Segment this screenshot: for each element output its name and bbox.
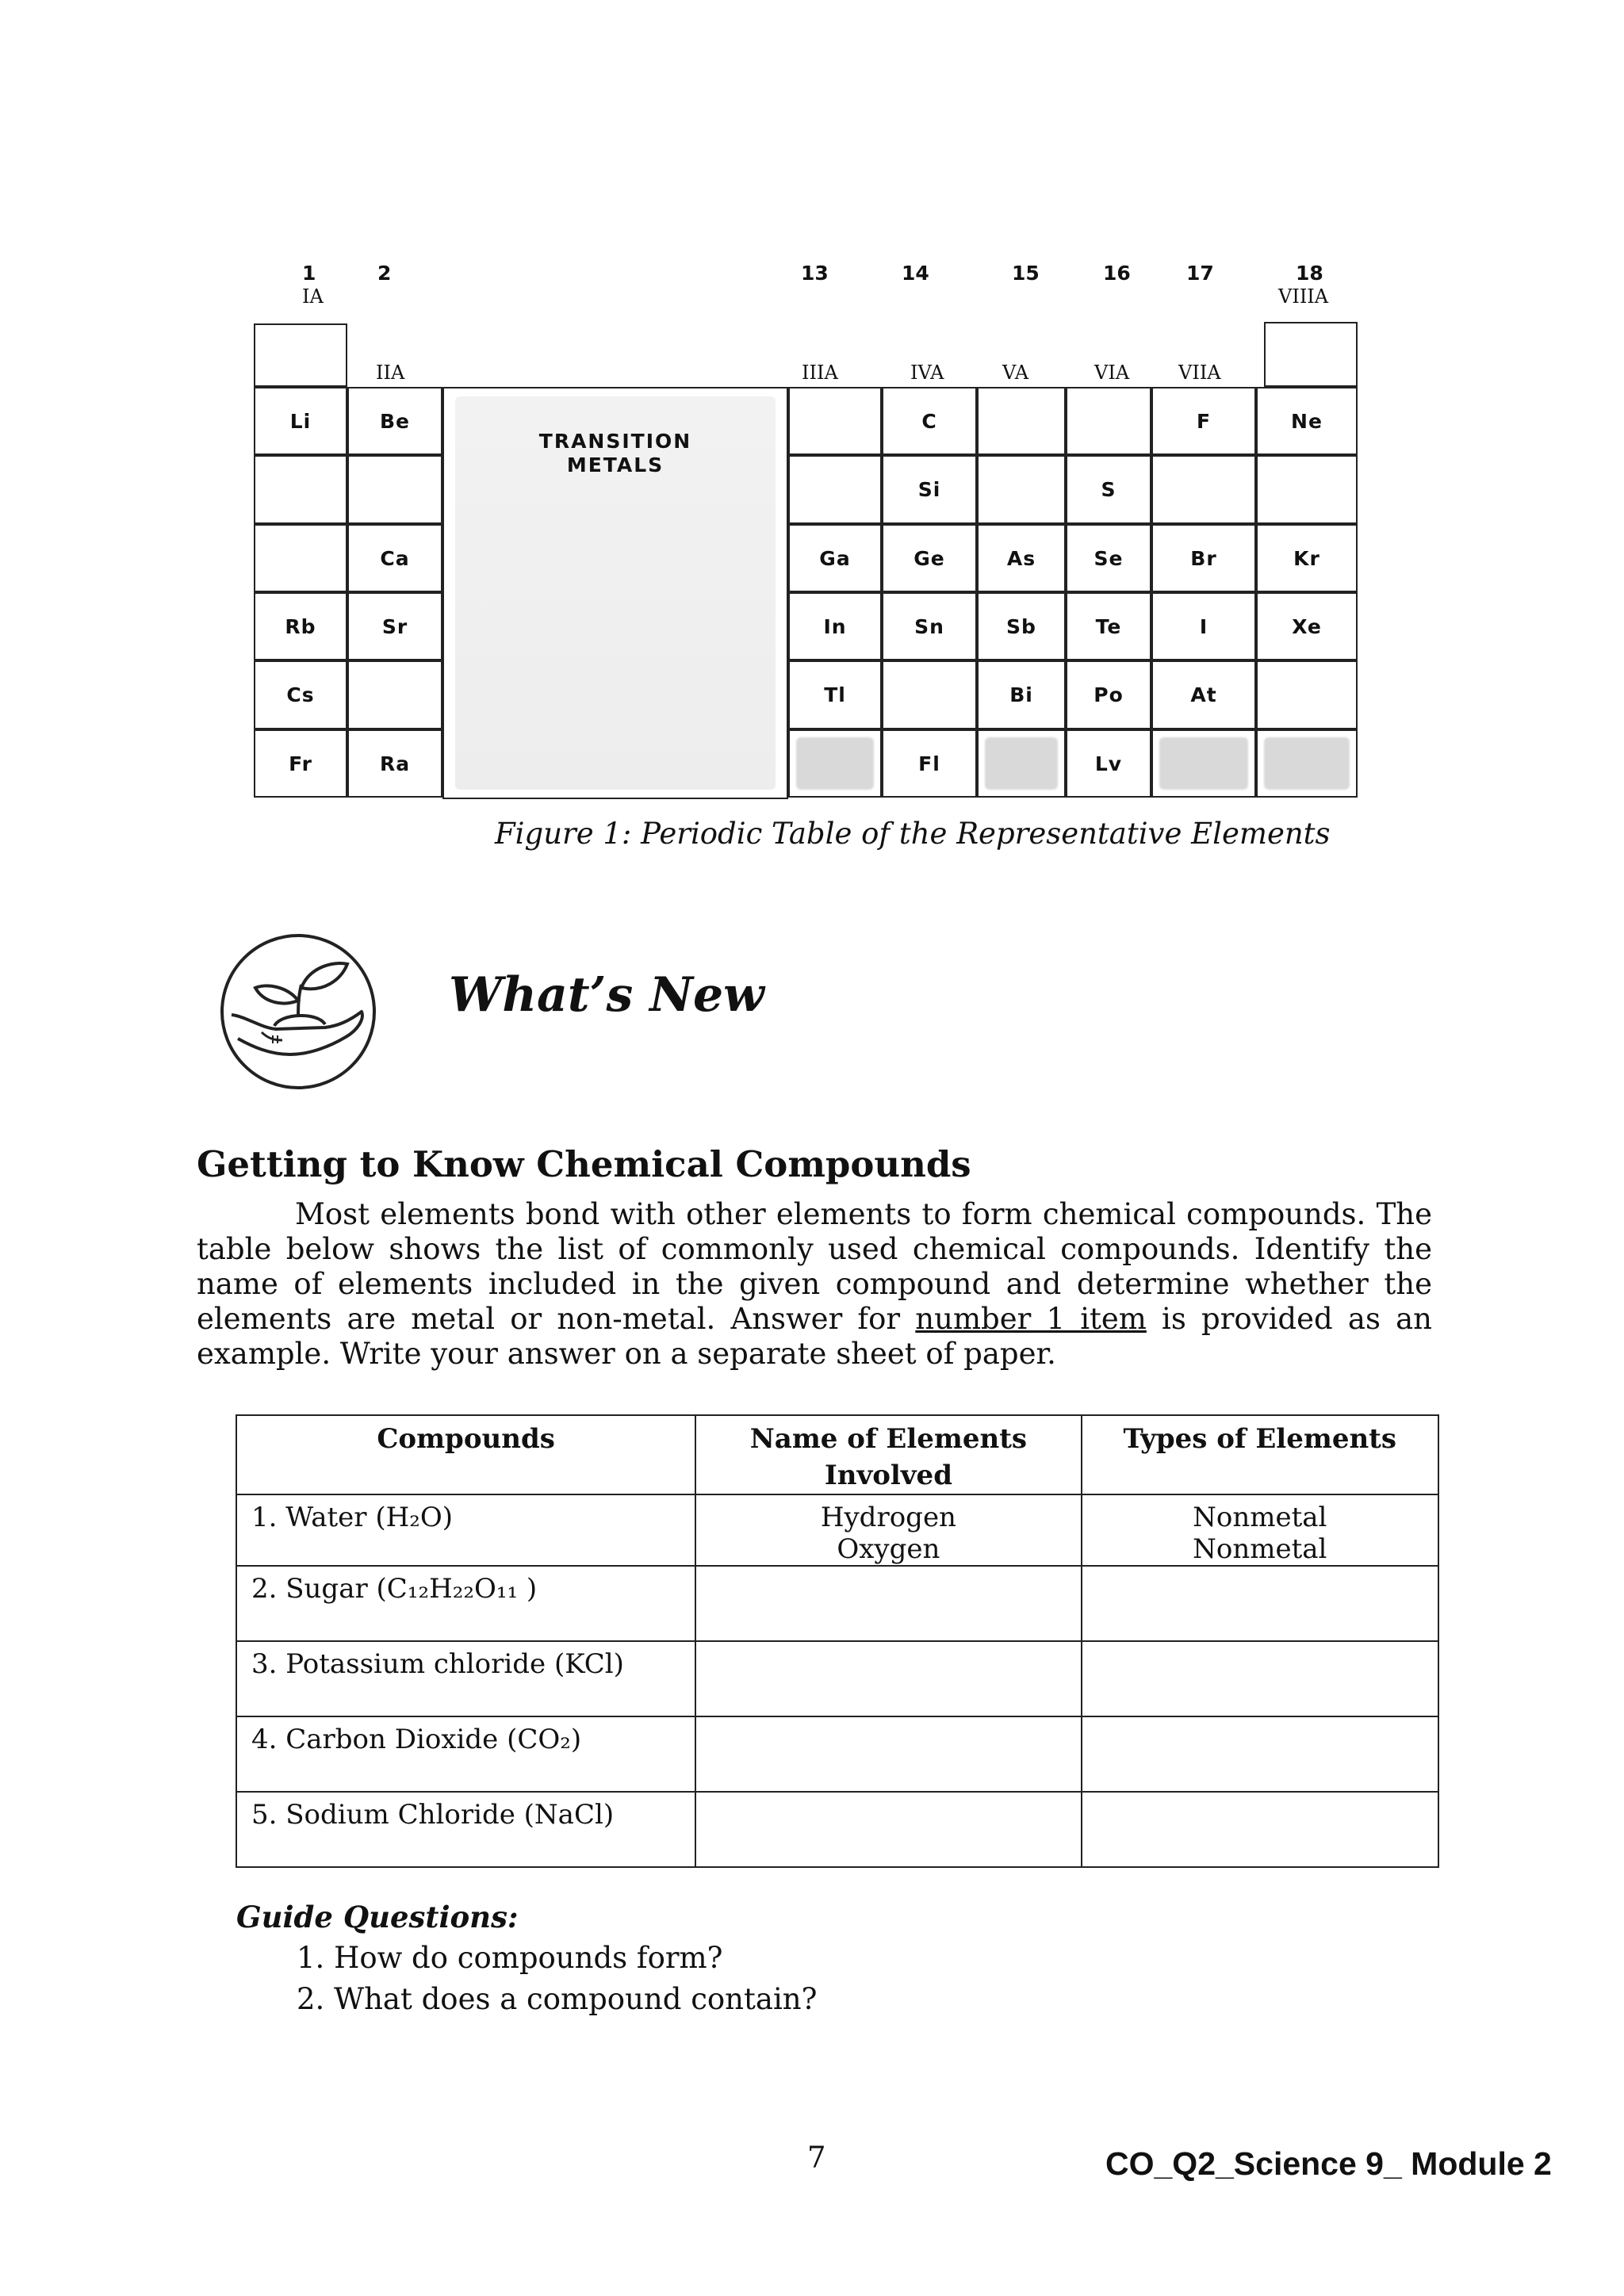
transition-metals-label: TRANSITION METALS (538, 430, 692, 476)
figure-caption: Figure 1: Periodic Table of the Representative Elements (495, 817, 1331, 851)
guide-questions-title: Guide Questions: (236, 1900, 519, 1934)
element-cell-po: Po (1066, 660, 1151, 729)
group-roman-va: VA (1002, 362, 1029, 384)
element-cell-lv: Lv (1066, 729, 1151, 798)
underlined-reference: number 1 item (915, 1302, 1147, 1336)
types-cell[interactable] (1082, 1792, 1438, 1867)
element-cell-i: I (1151, 592, 1256, 660)
group-number-1: 1 (302, 262, 316, 285)
empty-element-cell (977, 387, 1066, 455)
element-cell-kr: Kr (1256, 524, 1358, 592)
elements-cell[interactable] (695, 1716, 1081, 1792)
elements-cell[interactable] (695, 1792, 1081, 1867)
element-cell-ne: Ne (1256, 387, 1358, 455)
types-cell: Nonmetal Nonmetal (1082, 1494, 1438, 1566)
group-roman-viiia: VIIIA (1278, 285, 1329, 308)
element-cell-sn: Sn (882, 592, 977, 660)
element-cell-li: Li (254, 387, 347, 455)
group-roman-iva: IVA (910, 362, 944, 384)
element-cell-sb: Sb (977, 592, 1066, 660)
element-cell-as: As (977, 524, 1066, 592)
element-cell-fl: Fl (882, 729, 977, 798)
group-roman-ia: IA (302, 285, 324, 308)
table-row (236, 1494, 1438, 1566)
element-cell-sr: Sr (347, 592, 442, 660)
group-roman-viia: VIIA (1178, 362, 1221, 384)
table-row (236, 1566, 1438, 1641)
element-cell-cs: Cs (254, 660, 347, 729)
module-code: CO_Q2_Science 9_ Module 2 (1105, 2145, 1552, 2182)
element-cell-te: Te (1066, 592, 1151, 660)
types-cell[interactable] (1082, 1641, 1438, 1716)
compound-cell: 1. Water (H₂O) (236, 1494, 695, 1566)
element-cell-in: In (788, 592, 882, 660)
table-header-row (236, 1415, 1438, 1494)
compound-cell: 4. Carbon Dioxide (CO₂) (236, 1716, 695, 1792)
empty-element-cell (347, 660, 442, 729)
empty-element-cell (788, 387, 882, 455)
element-cell-se: Se (1066, 524, 1151, 592)
empty-cell-h (254, 323, 347, 387)
empty-element-cell (1256, 660, 1358, 729)
elements-cell[interactable] (695, 1566, 1081, 1641)
guide-question-1: 1. How do compounds form? (297, 1941, 723, 1975)
header-name-of-elements: Name of Elements Involved (695, 1415, 1081, 1494)
element-cell-c: C (882, 387, 977, 455)
empty-element-cell (347, 455, 442, 524)
empty-element-cell (1151, 729, 1256, 798)
header-compounds: Compounds (236, 1415, 695, 1494)
element-cell-xe: Xe (1256, 592, 1358, 660)
elements-cell: Hydrogen Oxygen (695, 1494, 1081, 1566)
guide-question-2: 2. What does a compound contain? (297, 1982, 818, 2016)
instructions-paragraph: Most elements bond with other elements to form chemical compounds. The table below shows the list of commonly used chemical compounds. Identify the name of elements included in the given compound and determine whether the elements are metal or non-metal. Answer for number 1 item is provided as an example. Write your answer on a separate sheet of paper. (197, 1197, 1432, 1371)
group-number-18: 18 (1296, 262, 1323, 285)
compound-cell: 5. Sodium Chloride (NaCl) (236, 1792, 695, 1867)
table-row (236, 1792, 1438, 1867)
element-cell-si: Si (882, 455, 977, 524)
element-cell-f: F (1151, 387, 1256, 455)
element-cell-be: Be (347, 387, 442, 455)
element-cell-fr: Fr (254, 729, 347, 798)
compound-cell: 3. Potassium chloride (KCl) (236, 1641, 695, 1716)
empty-element-cell (254, 524, 347, 592)
group-roman-iiia: IIIA (802, 362, 838, 384)
transition-metals-block (442, 387, 788, 799)
table-row (236, 1716, 1438, 1792)
empty-element-cell (788, 455, 882, 524)
table-row (236, 1641, 1438, 1716)
section-title: Getting to Know Chemical Compounds (197, 1143, 971, 1185)
compounds-table (236, 1414, 1439, 1868)
element-cell-s: S (1066, 455, 1151, 524)
group-number-2: 2 (377, 262, 392, 285)
group-roman-iia: IIA (376, 362, 405, 384)
element-cell-bi: Bi (977, 660, 1066, 729)
header-types-of-elements: Types of Elements (1082, 1415, 1438, 1494)
group-number-16: 16 (1103, 262, 1131, 285)
empty-element-cell (1066, 387, 1151, 455)
element-cell-ge: Ge (882, 524, 977, 592)
element-cell-tl: Tl (788, 660, 882, 729)
compound-cell: 2. Sugar (C₁₂H₂₂O₁₁ ) (236, 1566, 695, 1641)
element-cell-ca: Ca (347, 524, 442, 592)
empty-cell-he (1264, 322, 1358, 387)
group-roman-via: VIA (1094, 362, 1130, 384)
types-cell[interactable] (1082, 1716, 1438, 1792)
hand-with-seedling-icon (214, 928, 382, 1096)
element-cell-at: At (1151, 660, 1256, 729)
element-cell-ga: Ga (788, 524, 882, 592)
empty-element-cell (977, 455, 1066, 524)
page-number: 7 (807, 2141, 826, 2175)
empty-element-cell (788, 729, 882, 798)
empty-element-cell (254, 455, 347, 524)
empty-element-cell (1151, 455, 1256, 524)
group-number-17: 17 (1186, 262, 1214, 285)
whats-new-title: What’s New (449, 967, 764, 1023)
empty-element-cell (977, 729, 1066, 798)
group-number-15: 15 (1012, 262, 1040, 285)
types-cell[interactable] (1082, 1566, 1438, 1641)
element-cell-br: Br (1151, 524, 1256, 592)
empty-element-cell (1256, 455, 1358, 524)
empty-element-cell (882, 660, 977, 729)
element-cell-rb: Rb (254, 592, 347, 660)
group-number-13: 13 (801, 262, 829, 285)
element-cell-ra: Ra (347, 729, 442, 798)
group-number-14: 14 (902, 262, 929, 285)
empty-element-cell (1256, 729, 1358, 798)
elements-cell[interactable] (695, 1641, 1081, 1716)
